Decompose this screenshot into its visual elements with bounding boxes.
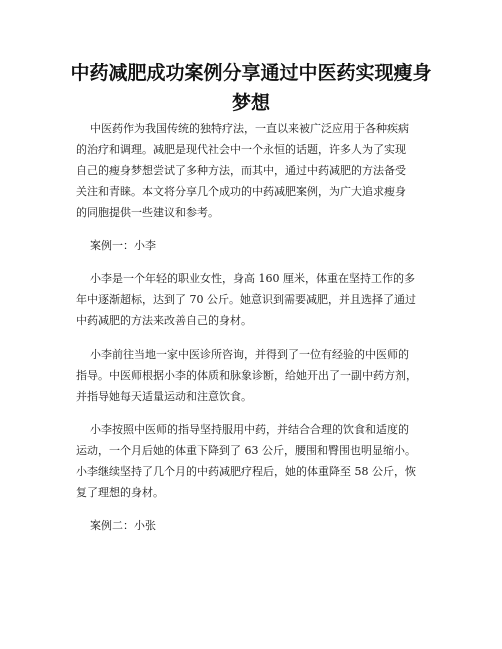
case1-para1-line: 中药减肥的方法来改善自己的身材。	[76, 314, 252, 327]
intro-line: 中医药作为我国传统的独特疗法，一直以来被广泛应用于各种疾病	[90, 122, 409, 135]
case1-para3-line: 运动，一个月后她的体重下降到了 63 公斤，腰围和臀围也明显缩小。	[76, 444, 416, 457]
case2-heading: 案例二：小张	[90, 519, 156, 532]
intro-line: 的同胞提供一些建议和参考。	[76, 206, 219, 219]
case1-heading: 案例一：小李	[90, 239, 156, 252]
case1-para2-line: 并指导她每天适量运动和注意饮食。	[76, 390, 252, 403]
case1-para1-line: 年中逐渐超标，达到了 70 公斤。她意识到需要减肥，并且选择了通过	[76, 293, 416, 306]
case1-para2-line: 指导。中医师根据小李的体质和脉象诊断，给她开出了一副中药方剂，	[76, 369, 417, 382]
title-line-1: 中药减肥成功案例分享通过中医药实现瘦身	[70, 62, 432, 84]
case1-para3-line: 小李继续坚持了几个月的中药减肥疗程后，她的体重降至 58 公斤，恢	[76, 465, 416, 478]
page-title	[70, 58, 432, 118]
case1-para3-line: 复了理想的身材。	[76, 486, 164, 499]
case1-para2-line: 小李前往当地一家中医诊所咨询，并得到了一位有经验的中医师的	[90, 348, 409, 361]
intro-line: 的治疗和调理。减肥是现代社会中一个永恒的话题，许多人为了实现	[76, 143, 406, 156]
title-line-2: 梦想	[231, 92, 270, 114]
case1-para3-line: 小李按照中医师的指导坚持服用中药，并结合合理的饮食和适度的	[90, 423, 409, 436]
intro-line: 关注和青睐。本文将分享几个成功的中药减肥案例，为广大追求瘦身	[76, 185, 406, 198]
intro-line: 自己的瘦身梦想尝试了多种方法，而其中，通过中药减肥的方法备受	[76, 164, 406, 177]
case1-para1-line: 小李是一个年轻的职业女性，身高 160 厘米，体重在坚持工作的多	[90, 272, 415, 285]
